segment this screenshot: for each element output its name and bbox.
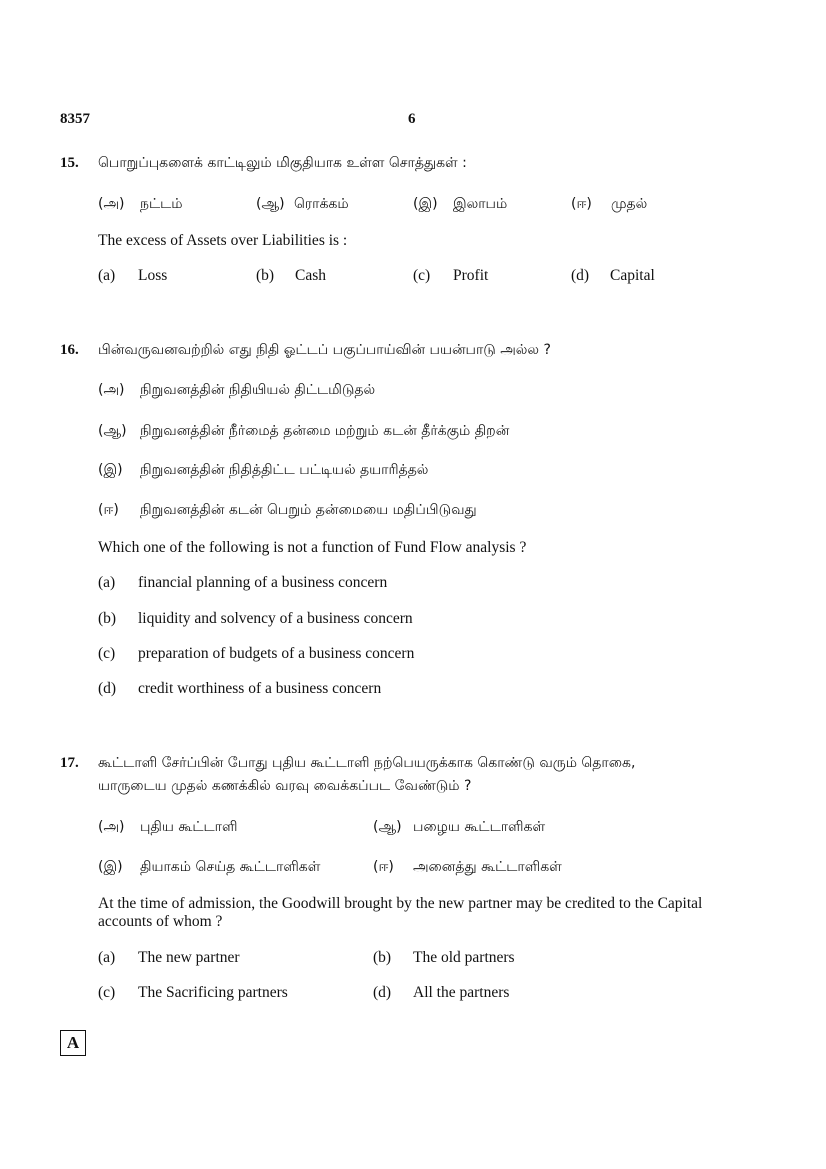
q17-tamil-question-line1: கூட்டாளி சேர்ப்பின் போது புதிய கூட்டாளி நற்பெயருக்காக கொண்டு வரும் தொகை,: [98, 755, 636, 771]
q15-tamil-option-label-c: (இ): [413, 196, 438, 212]
q15-english-question: The excess of Assets over Liabilities is :: [98, 232, 348, 249]
q16-tamil-option-d: நிறுவனத்தின் கடன் பெறும் தன்மையை மதிப்பிடுவது: [140, 502, 477, 518]
question-number-15: 15.: [60, 155, 79, 171]
q17-tamil-option-label-b: (ஆ): [373, 819, 402, 835]
q15-option-label-c: (c): [413, 267, 431, 284]
q17-tamil-question-line2: யாருடைய முதல் கணக்கில் வரவு வைக்கப்பட வேண்டும் ?: [98, 778, 472, 794]
q16-tamil-option-b: நிறுவனத்தின் நீர்மைத் தன்மை மற்றும் கடன் தீர்க்கும் திறன்: [140, 423, 510, 439]
q16-tamil-option-label-d: (ஈ): [98, 502, 119, 518]
q15-option-c: Profit: [453, 267, 489, 284]
q15-tamil-option-c: இலாபம்: [453, 196, 508, 212]
q17-tamil-option-b: பழைய கூட்டாளிகள்: [413, 819, 546, 835]
q16-tamil-option-label-a: (அ): [98, 382, 125, 398]
q15-option-label-b: (b): [256, 267, 275, 284]
q17-option-d: All the partners: [413, 984, 510, 1001]
q17-option-a: The new partner: [138, 949, 240, 966]
q16-option-label-c: (c): [98, 645, 116, 662]
q15-tamil-option-label-b: (ஆ): [256, 196, 285, 212]
q15-tamil-question: பொறுப்புகளைக் காட்டிலும் மிகுதியாக உள்ள சொத்துகள் :: [98, 155, 467, 171]
q17-tamil-option-label-c: (இ): [98, 859, 123, 875]
q16-option-b: liquidity and solvency of a business concern: [138, 610, 413, 627]
page-number: 6: [408, 111, 416, 127]
q15-tamil-option-d: முதல்: [611, 196, 648, 212]
q15-tamil-option-label-d: (ஈ): [571, 196, 592, 212]
q15-option-label-d: (d): [571, 267, 590, 284]
q15-option-b: Cash: [295, 267, 326, 284]
q16-option-label-a: (a): [98, 574, 116, 591]
q16-tamil-option-a: நிறுவனத்தின் நிதியியல் திட்டமிடுதல்: [140, 382, 376, 398]
q15-option-label-a: (a): [98, 267, 116, 284]
q16-tamil-option-c: நிறுவனத்தின் நிதித்திட்ட பட்டியல் தயாரித்தல்: [140, 462, 429, 478]
q16-option-a: financial planning of a business concern: [138, 574, 388, 591]
q16-option-d: credit worthiness of a business concern: [138, 680, 382, 697]
q17-english-question: At the time of admission, the Goodwill brought by the new partner may be credited to the Capital accounts of whom ?: [98, 895, 703, 930]
q15-tamil-option-a: நட்டம்: [140, 196, 183, 212]
q15-option-d: Capital: [610, 267, 655, 284]
q15-tamil-option-label-a: (அ): [98, 196, 125, 212]
q17-option-label-b: (b): [373, 949, 392, 966]
question-number-16: 16.: [60, 342, 79, 358]
booklet-series-box: A: [60, 1030, 86, 1056]
q17-tamil-option-label-d: (ஈ): [373, 859, 394, 875]
q16-option-label-d: (d): [98, 680, 117, 697]
paper-code: 8357: [60, 111, 90, 127]
q17-tamil-option-d: அனைத்து கூட்டாளிகள்: [413, 859, 562, 875]
q16-tamil-option-label-c: (இ): [98, 462, 123, 478]
q17-option-label-d: (d): [373, 984, 392, 1001]
q17-option-label-c: (c): [98, 984, 116, 1001]
q17-option-c: The Sacrificing partners: [138, 984, 288, 1001]
q16-option-label-b: (b): [98, 610, 117, 627]
q17-tamil-option-a: புதிய கூட்டாளி: [140, 819, 238, 835]
q16-option-c: preparation of budgets of a business concern: [138, 645, 415, 662]
q15-tamil-option-b: ரொக்கம்: [294, 196, 349, 212]
q17-tamil-option-label-a: (அ): [98, 819, 125, 835]
q15-option-a: Loss: [138, 267, 168, 284]
q17-option-b: The old partners: [413, 949, 515, 966]
question-number-17: 17.: [60, 755, 79, 771]
q16-english-question: Which one of the following is not a function of Fund Flow analysis ?: [98, 539, 527, 556]
q16-tamil-option-label-b: (ஆ): [98, 423, 127, 439]
q16-tamil-question: பின்வருவனவற்றில் எது நிதி ஓட்டப் பகுப்பாய்வின் பயன்பாடு அல்ல ?: [98, 342, 551, 358]
q17-option-label-a: (a): [98, 949, 116, 966]
q17-tamil-option-c: தியாகம் செய்த கூட்டாளிகள்: [140, 859, 321, 875]
